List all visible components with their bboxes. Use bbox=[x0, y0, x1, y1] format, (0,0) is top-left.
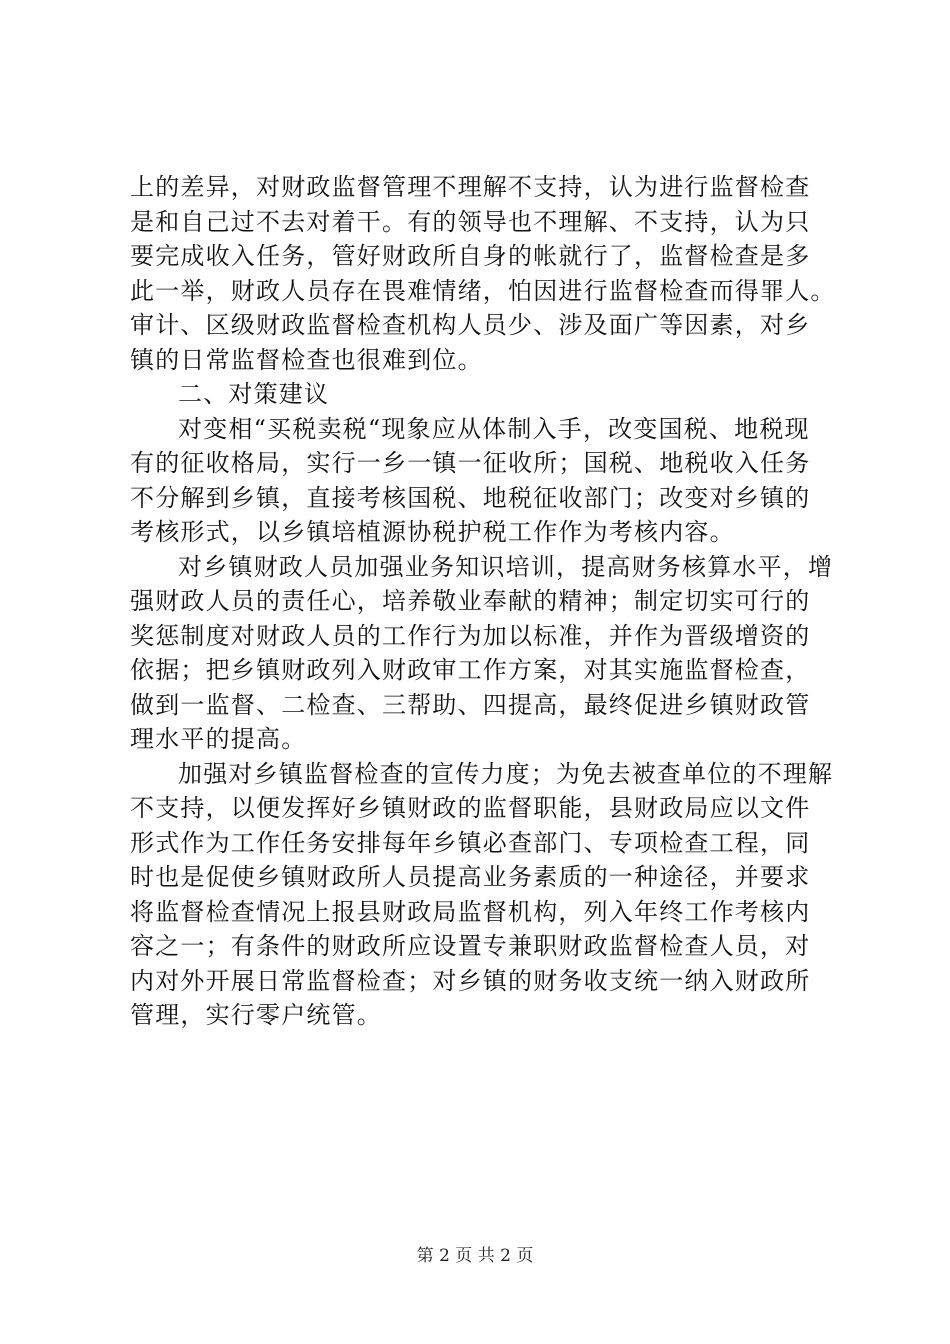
text-line: 要完成收入任务，管好财政所自身的帐就行了，监督检查是多 bbox=[130, 242, 811, 270]
text-line: 理水平的提高。 bbox=[130, 725, 307, 753]
text-line: 镇的日常监督检查也很难到位。 bbox=[130, 345, 483, 374]
text-line: 上的差异，对财政监督管理不理解不支持，认为进行监督检查 bbox=[130, 173, 811, 201]
section-heading-text: 二、对策建议 bbox=[178, 380, 330, 408]
text-line: 强财政人员的责任心，培养敬业奉献的精神；制定切实可行的 bbox=[130, 587, 811, 615]
paragraph-staff-training bbox=[130, 550, 834, 757]
section-heading bbox=[130, 377, 830, 412]
text-line: 奖惩制度对财政人员的工作行为加以标准，并作为晋级增资的 bbox=[130, 621, 811, 650]
paragraph-publicity bbox=[130, 757, 834, 1033]
document-body bbox=[130, 170, 836, 1033]
text-line: 内对外开展日常监督检查；对乡镇的财务收支统一纳入财政所 bbox=[130, 966, 811, 995]
text-line: 容之一；有条件的财政所应设置专兼职财政监督检查人员，对 bbox=[130, 932, 811, 960]
text-line: 有的征收格局，实行一乡一镇一征收所；国税、地税收入任务 bbox=[130, 449, 811, 477]
text-line: 对变相“买税卖税“现象应从体制入手，改变国税、地税现 bbox=[178, 414, 810, 443]
text-line: 审计、区级财政监督检查机构人员少、涉及面广等因素，对乡 bbox=[130, 311, 811, 339]
page-number-footer: 第 2 页 共 2 页 bbox=[416, 1246, 534, 1266]
text-line: 对乡镇财政人员加强业务知识培训，提高财务核算水平，增 bbox=[178, 552, 834, 581]
text-line: 将监督检查情况上报县财政局监督机构，列入年终工作考核内 bbox=[130, 897, 811, 926]
text-line: 加强对乡镇监督检查的宣传力度；为免去被查单位的不理解 bbox=[178, 759, 834, 788]
paragraph-tax-reform bbox=[130, 412, 830, 550]
text-line: 不支持，以便发挥好乡镇财政的监督职能，县财政局应以文件 bbox=[130, 794, 811, 822]
text-line: 不分解到乡镇，直接考核国税、地税征收部门；改变对乡镇的 bbox=[130, 483, 811, 512]
text-line: 时也是促使乡镇财政所人员提高业务素质的一种途径，并要求 bbox=[130, 863, 811, 891]
text-line: 此一举，财政人员存在畏难情绪，怕因进行监督检查而得罪人。 bbox=[130, 276, 836, 305]
text-line: 考核形式，以乡镇培植源协税护税工作作为考核内容。 bbox=[130, 518, 735, 546]
text-line: 是和自己过不去对着干。有的领导也不理解、不支持，认为只 bbox=[130, 207, 811, 236]
text-line: 做到一监督、二检查、三帮助、四提高，最终促进乡镇财政管 bbox=[130, 690, 811, 719]
text-line: 管理，实行零户统管。 bbox=[130, 1001, 382, 1029]
paragraph-continuation bbox=[130, 170, 836, 377]
text-line: 依据；把乡镇财政列入财政审工作方案，对其实施监督检查， bbox=[130, 656, 811, 684]
text-line: 形式作为工作任务安排每年乡镇必查部门、专项检查工程，同 bbox=[130, 828, 811, 857]
